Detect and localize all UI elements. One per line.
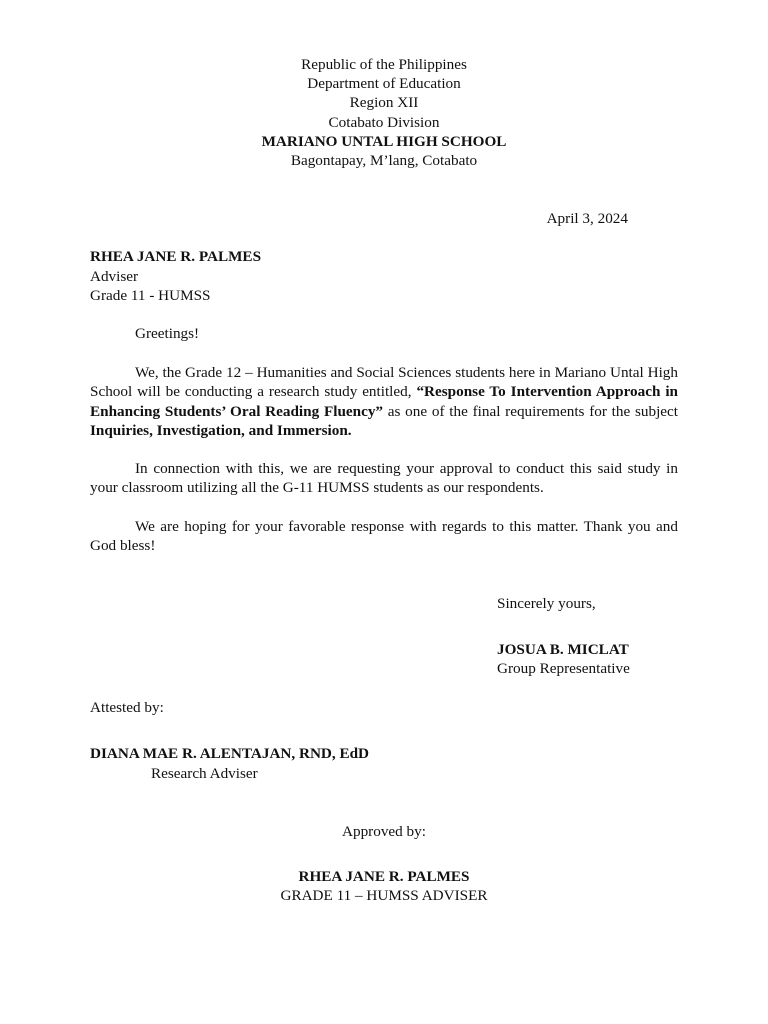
letterhead-division: Cotabato Division [328,114,440,131]
recipient-position: Adviser [90,268,139,285]
sender-role: Group Representative [497,660,630,677]
body-paragraph-1 [90,363,678,441]
letter-date: April 3, 2024 [546,210,628,227]
letterhead-department: Department of Education [307,75,461,92]
letterhead-address: Bagontapay, M’lang, Cotabato [290,152,478,169]
approved-role: GRADE 11 – HUMSS ADVISER [280,887,488,904]
attested-role: Research Adviser [151,765,258,782]
recipient-name: RHEA JANE R. PALMES [90,248,262,265]
subject-name: Inquiries, Investigation, and Immersion. [90,422,352,440]
body-paragraph-1-middle: as one of the final requirements for the subject [383,402,679,420]
letterhead-school-name: MARIANO UNTAL HIGH SCHOOL [261,133,507,150]
research-title: “Response To Intervention Approach in Enhancing Students’ Oral Reading Fluency” [90,383,678,420]
body-paragraph-3: We are hoping for your favorable response with regards to this matter. Thank you and God bless! [90,518,678,555]
closing: Sincerely yours, [497,595,596,612]
greeting: Greetings! [135,325,200,342]
body-paragraph-1-intro: We, the Grade 12 – Humanities and Social Sciences students here in Mariano Untal High School will be conducting a research study entitled, [90,364,678,401]
sender-name: JOSUA B. MICLAT [497,641,629,658]
recipient-class: Grade 11 - HUMSS [90,287,211,304]
letterhead-country: Republic of the Philippines [301,56,467,73]
approved-name: RHEA JANE R. PALMES [298,868,470,885]
attested-label: Attested by: [90,699,164,716]
attested-name: DIANA MAE R. ALENTAJAN, RND, EdD [90,745,370,762]
letterhead-region: Region XII [349,94,419,111]
approved-label: Approved by: [342,823,426,840]
body-paragraph-2: In connection with this, we are requesting your approval to conduct this said study in your classroom utilizing all the G-11 HUMSS students as our respondents. [90,460,678,497]
